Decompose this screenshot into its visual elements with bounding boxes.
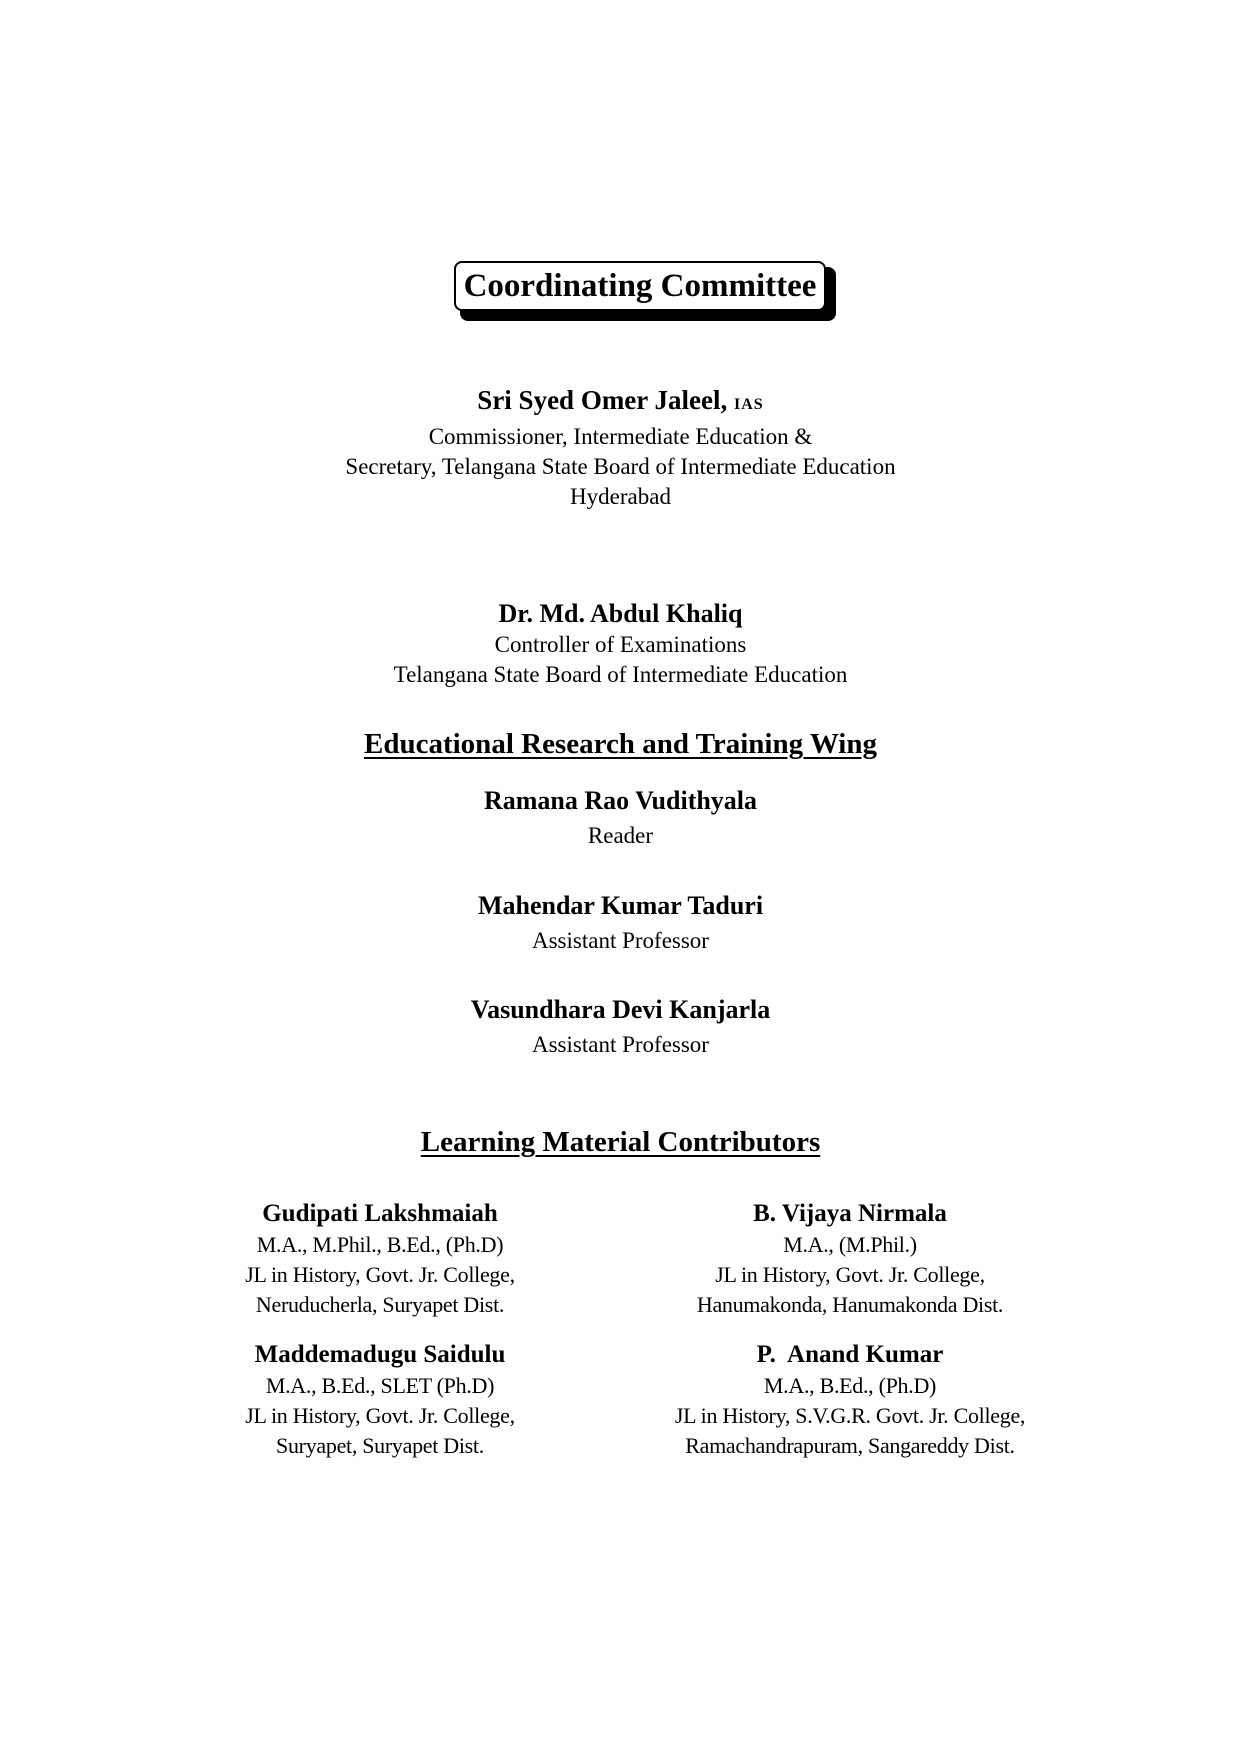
commissioner-name: Sri Syed Omer Jaleel, — [477, 385, 728, 415]
contributors-heading: Learning Material Contributors — [420, 1126, 821, 1158]
ertw-member-name: Mahendar Kumar Taduri — [477, 891, 764, 920]
contributor-card — [180, 1198, 580, 1320]
ertw-member-role: Reader — [587, 823, 654, 848]
commissioner-line-2: Secretary, Telangana State Board of Intermediate Education — [345, 454, 896, 479]
controller-line-1: Controller of Examinations — [494, 632, 747, 657]
ertw-member — [0, 994, 1241, 1060]
contributor-card — [630, 1339, 1070, 1461]
contributor-card — [180, 1339, 580, 1461]
ertw-member-role: Assistant Professor — [532, 1032, 709, 1057]
title-box — [454, 261, 836, 319]
page-title: Coordinating Committee — [454, 261, 826, 311]
contributor-place: Neruducherla, Suryapet Dist. — [255, 1292, 505, 1317]
contributors-heading-block — [0, 1124, 1241, 1160]
ertw-member — [0, 785, 1241, 851]
ertw-member-name: Vasundhara Devi Kanjarla — [470, 995, 771, 1024]
contributor-name: Maddemadugu Saidulu — [254, 1341, 506, 1368]
contributor-name: Gudipati Lakshmaiah — [262, 1200, 498, 1227]
contributor-place: Suryapet, Suryapet Dist. — [276, 1433, 484, 1458]
commissioner-suffix: IAS — [734, 396, 764, 413]
ertw-heading: Educational Research and Training Wing — [364, 728, 877, 760]
contributor-qualification: M.A., M.Phil., B.Ed., (Ph.D) — [256, 1232, 504, 1257]
commissioner-line-1: Commissioner, Intermediate Education & — [428, 424, 813, 449]
contributor-place: Hanumakonda, Hanumakonda Dist. — [696, 1292, 1004, 1317]
contributor-qualification: M.A., (M.Phil.) — [783, 1232, 917, 1257]
ertw-member-name: Ramana Rao Vudithyala — [483, 786, 758, 815]
contributor-name: B. Vijaya Nirmala — [753, 1200, 947, 1227]
contributor-qualification: M.A., B.Ed., (Ph.D) — [763, 1373, 937, 1398]
ertw-member — [0, 890, 1241, 956]
commissioner-name-line — [0, 383, 1241, 422]
ertw-heading-block — [0, 726, 1241, 762]
contributor-post: JL in History, Govt. Jr. College, — [245, 1403, 515, 1428]
controller-block — [0, 598, 1241, 690]
contributor-post: JL in History, Govt. Jr. College, — [715, 1262, 985, 1287]
controller-line-2: Telangana State Board of Intermediate Education — [393, 662, 848, 687]
ertw-member-role: Assistant Professor — [532, 928, 709, 953]
contributor-qualification: M.A., B.Ed., SLET (Ph.D) — [265, 1373, 495, 1398]
contributor-post: JL in History, S.V.G.R. Govt. Jr. College, — [674, 1403, 1026, 1428]
contributor-card — [640, 1198, 1060, 1320]
contributor-place: Ramachandrapuram, Sangareddy Dist. — [685, 1433, 1015, 1458]
controller-name: Dr. Md. Abdul Khaliq — [498, 599, 743, 628]
contributor-post: JL in History, Govt. Jr. College, — [245, 1262, 515, 1287]
commissioner-line-3: Hyderabad — [570, 484, 671, 509]
contributor-name: P. Anand Kumar — [756, 1341, 944, 1368]
commissioner-block — [0, 383, 1241, 512]
